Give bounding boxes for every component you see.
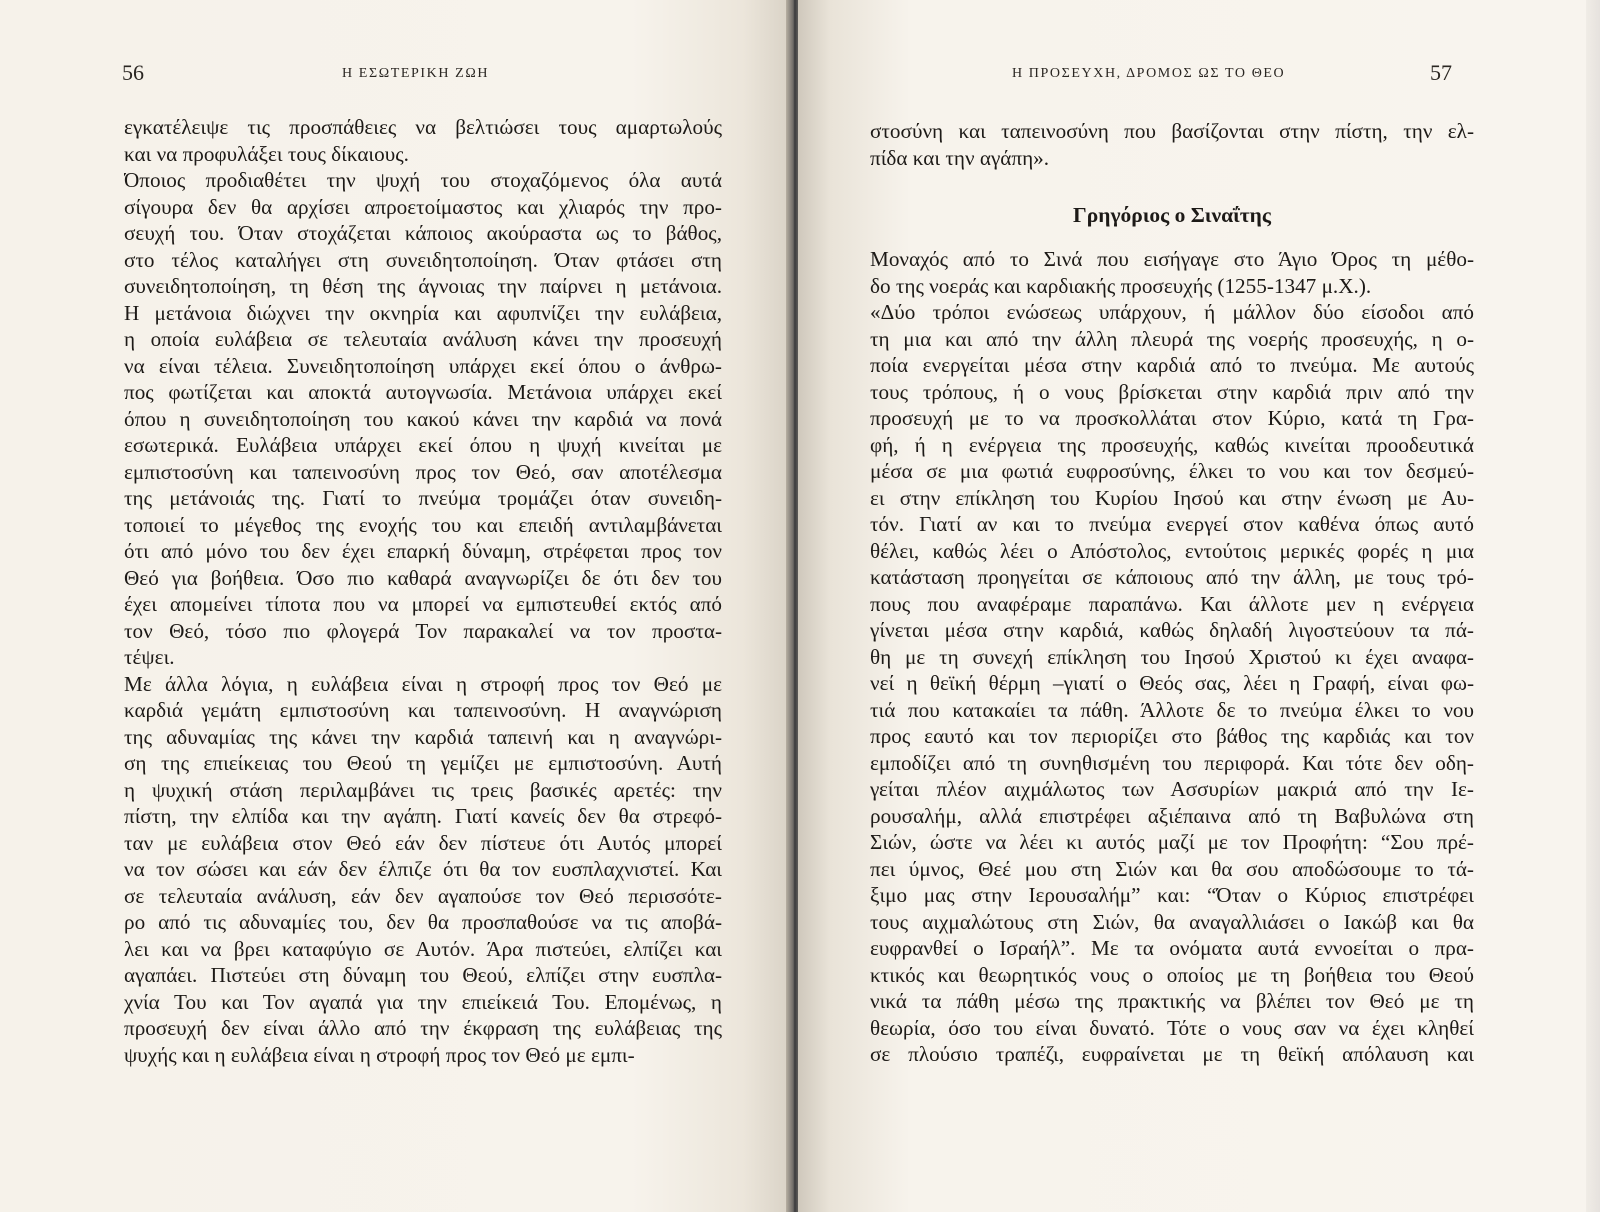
right-page-body [870, 246, 1474, 1068]
text-line: προσευχή με το να προσκολλάται στον Κύριο, κατά τη Γρα- [870, 406, 1474, 430]
left-page [0, 0, 790, 1212]
text-line: φή, ή η ενέργεια της προσευχής, καθώς κινείται προοδευτικά [870, 432, 1474, 457]
text-line: η οποία ευλάβεια σε τελευταία ανάλυση κάνει την προσευχή [124, 327, 722, 351]
text-line: εγκατέλειψε τις προσπάθειες να βελτιώσει τους αμαρτωλούς [124, 115, 722, 139]
text-line: πος φωτίζεται και αποκτά αυτογνωσία. Μετάνοια υπάρχει εκεί [124, 380, 722, 404]
left-page-body [124, 114, 722, 1068]
text-line: ρουσαλήμ, αλλά επιστρέφει αξιέπαινα από τη Βαβυλώνα στη [870, 803, 1474, 828]
text-line: τόν. Γιατί αν και το πνεύμα ενεργεί στον καθένα όπως αυτό [870, 512, 1474, 536]
text-line: τοποιεί το μέγεθος της ενοχής του και επειδή αντιλαμβάνεται [124, 512, 722, 537]
text-line: θη με τη συνεχή επίκληση του Ιησού Χριστού κι έχει αναφα- [870, 644, 1474, 669]
page-number-left: 56 [122, 60, 144, 85]
text-line: Σιών, ώστε να λέει κι αυτός μαζί με τον Προφήτη: “Σου πρέ- [870, 830, 1474, 854]
text-line: σίγουρα δεν θα αρχίσει απροετοίμαστος και χλιαρός την προ- [124, 194, 722, 219]
text-line: Μοναχός από το Σινά που εισήγαγε στο Άγιο Όρος τη μέθο- [870, 247, 1474, 271]
text-line: συνειδητοποίηση, τη θέση της άγνοιας την παίρνει η μετάνοια. [124, 274, 722, 298]
text-line: προσευχή δεν είναι άλλο από την έκφραση της ευλάβειας της [124, 1016, 722, 1040]
text-line: ρο από τις αδυναμίες του, δεν θα προσπαθούσε να τις αποβά- [124, 910, 722, 934]
text-line: ποία ενεργείται μέσα στην καρδιά από το πνεύμα. Με αυτούς [870, 353, 1474, 377]
text-line: η ψυχική στάση περιλαμβάνει τις τρεις βασικές αρετές: την [124, 777, 722, 802]
text-line: σε πλούσιο τραπέζι, ευφραίνεται με τη θεϊκή απόλαυση και [870, 1042, 1474, 1066]
text-line: εμπιστοσύνη και ταπεινοσύνη προς τον Θεό, σαν αποτέλεσμα [124, 459, 722, 484]
text-line: δο της νοεράς και καρδιακής προσευχής (1255-1347 μ.Χ.). [870, 273, 1372, 298]
text-line: Θεό για βοήθεια. Όσο πιο καθαρά αναγνωρίζει δε ότι δεν του [124, 565, 722, 590]
text-line: τέψει. [124, 645, 175, 669]
text-line: γίνεται μέσα στην καρδιά, καθώς δηλαδή λιγοστεύουν τα πά- [870, 618, 1474, 642]
text-line: τους τρόπους, ή ο νους βρίσκεται στην καρδιά πριν από την [870, 379, 1474, 404]
right-page-body-top [870, 118, 1474, 171]
text-line: ει στην επίκληση του Κυρίου Ιησού και στην ένωση με Αυ- [870, 485, 1474, 510]
section-title: Γρηγόριος ο Σιναΐτης [1073, 203, 1271, 227]
text-line: θεωρία, όσο του είναι δυνατό. Τότε ο νους σαν να έχει κληθεί [870, 1015, 1474, 1040]
running-head-left: Η ΕΣΩΤΕΡΙΚΗ ΖΩΗ [342, 66, 490, 81]
text-line: εσωτερικά. Ευλάβεια υπάρχει εκεί όπου η ψυχή κινείται με [124, 433, 722, 457]
text-line: εμποδίζει από τη συνηθισμένη του περιφορά. Και τότε δεν οδη- [870, 750, 1474, 775]
text-line: της μετάνοιάς της. Γιατί το πνεύμα τρομάζει όταν συνειδη- [124, 486, 722, 510]
text-line: ευφρανθεί ο Ισραήλ”. Με τα ονόματα αυτά εννοείται ο πρα- [870, 936, 1474, 960]
text-line: πίδα και την αγάπη». [870, 145, 1050, 170]
text-line: καρδιά γεμάτη εμπιστοσύνη και ταπεινοσύνη. Η αναγνώριση [124, 698, 722, 722]
text-line: τη μια και από την άλλη πλευρά της νοερής προσευχής, η ο- [870, 326, 1474, 351]
text-line: έχει απομείνει τίποτα που να μπορεί να εμπιστευθεί εκτός από [124, 592, 722, 616]
text-line: ση της επιείκειας του Θεού τη γεμίζει με εμπιστοσύνη. Αυτή [124, 751, 722, 775]
text-line: τον Θεό, τόσο πιο φλογερά Τον παρακαλεί να τον προστα- [124, 618, 722, 643]
text-line: στο τέλος καταλήγει στη συνειδητοποίηση. Όταν φτάσει στη [124, 247, 722, 272]
text-line: ότι από μόνο του δεν έχει επαρκή δύναμη, στρέφεται προς τον [124, 539, 722, 563]
text-line: πει ύμνος, Θεέ μου στη Σιών και θα σου αποδώσουμε το τά- [870, 856, 1474, 881]
page-edge [1586, 0, 1600, 1212]
text-line: «Δύο τρόποι ενώσεως υπάρχουν, ή μάλλον δύο είσοδοι από [870, 300, 1474, 324]
text-line: ψυχής και η ευλάβεια είναι η στροφή προς τον Θεό με εμπι- [124, 1042, 635, 1067]
text-line: Όποιος προδιαθέτει την ψυχή του στοχαζόμενος όλα αυτά [124, 168, 722, 192]
text-line: να τον σώσει και εάν δεν έλπιζε ότι θα τον ευσπλαχνιστεί. Και [124, 857, 722, 881]
text-line: τιά που κατακαίει τα πάθη. Άλλοτε δε το πνεύμα έλκει το νου [870, 697, 1474, 722]
text-line: γείται πλέον αιχμάλωτος των Ασσυρίων μακριά από την Ιε- [870, 777, 1474, 801]
text-line: νεί η θεϊκή θέρμη –γιατί ο Θεός σας, λέει η Γραφή, είναι φω- [870, 671, 1474, 695]
text-line: Η μετάνοια διώχνει την οκνηρία και αφυπνίζει την ευλάβεια, [124, 300, 722, 325]
text-line: προς εαυτό και τον περιορίζει στο βάθος της καρδιάς και τον [870, 724, 1474, 748]
text-line: χνία Του και Τον αγαπά για την επιείκειά Του. Επομένως, η [124, 989, 722, 1014]
text-line: να είναι τέλεια. Συνειδητοποίηση υπάρχει εκεί όπου ο άνθρω- [124, 353, 722, 378]
page-number-right: 57 [1430, 60, 1452, 85]
text-line: τους αιχμαλώτους στη Σιών, θα αναγαλλιάσει ο Ιακώβ και θα [870, 909, 1474, 934]
text-line: ταν με ευλάβεια στον Θεό εάν δεν πίστευε ότι Αυτός μπορεί [124, 830, 722, 855]
text-line: θέλει, καθώς λέει ο Απόστολος, εντούτοις μερικές φορές η μια [870, 538, 1474, 563]
text-line: Με άλλα λόγια, η ευλάβεια είναι η στροφή προς τον Θεό με [124, 671, 722, 696]
text-line: και να προφυλάξει τους δίκαιους. [124, 141, 409, 166]
text-line: στοσύνη και ταπεινοσύνη που βασίζονται στην πίστη, την ελ- [870, 119, 1474, 143]
text-line: όπου η συνειδητοποίηση του κακού κάνει την καρδιά να πονά [124, 406, 722, 431]
text-line: λει και να βρει καταφύγιο σε Αυτόν. Άρα πιστεύει, ελπίζει και [124, 936, 722, 961]
text-line: πίστη, την ελπίδα και την αγάπη. Γιατί κανείς δεν θα στρεφό- [124, 804, 722, 828]
text-line: νικά τα πάθη μέσω της πρακτικής να βλέπει τον Θεό με τη [870, 989, 1474, 1013]
text-line: κτικός και θεωρητικός νους ο οποίος με τη βοήθεια του Θεού [870, 962, 1474, 987]
text-line: σε τελευταία ανάλυση, εάν δεν αγαπούσε τον Θεό περισσότε- [124, 883, 722, 908]
text-line: αγαπάει. Πιστεύει στη δύναμη του Θεού, ελπίζει στην ευσπλα- [124, 963, 722, 987]
text-line: ξιμο μας στην Ιερουσαλήμ” και: “Όταν ο Κύριος επιστρέφει [870, 883, 1474, 907]
text-line: πους που αναφέραμε παραπάνω. Και άλλοτε μεν η ενέργεια [870, 591, 1474, 616]
text-line: σευχή του. Όταν στοχάζεται κάποιος ακούραστα ως το βάθος, [124, 221, 722, 245]
text-line: της αδυναμίας της κάνει την καρδιά ταπεινή και η αναγνώρι- [124, 724, 722, 749]
running-head-right: Η ΠΡΟΣΕΥΧΗ, ΔΡΟΜΟΣ ΩΣ ΤΟ ΘΕΟ [1012, 66, 1286, 81]
text-line: κατάσταση προηγείται σε κάποιους από την άλλη, με τους τρό- [870, 565, 1474, 589]
text-line: μέσα σε μια φωτιά ευφροσύνης, έλκει το νου και τον δεσμεύ- [870, 459, 1474, 483]
